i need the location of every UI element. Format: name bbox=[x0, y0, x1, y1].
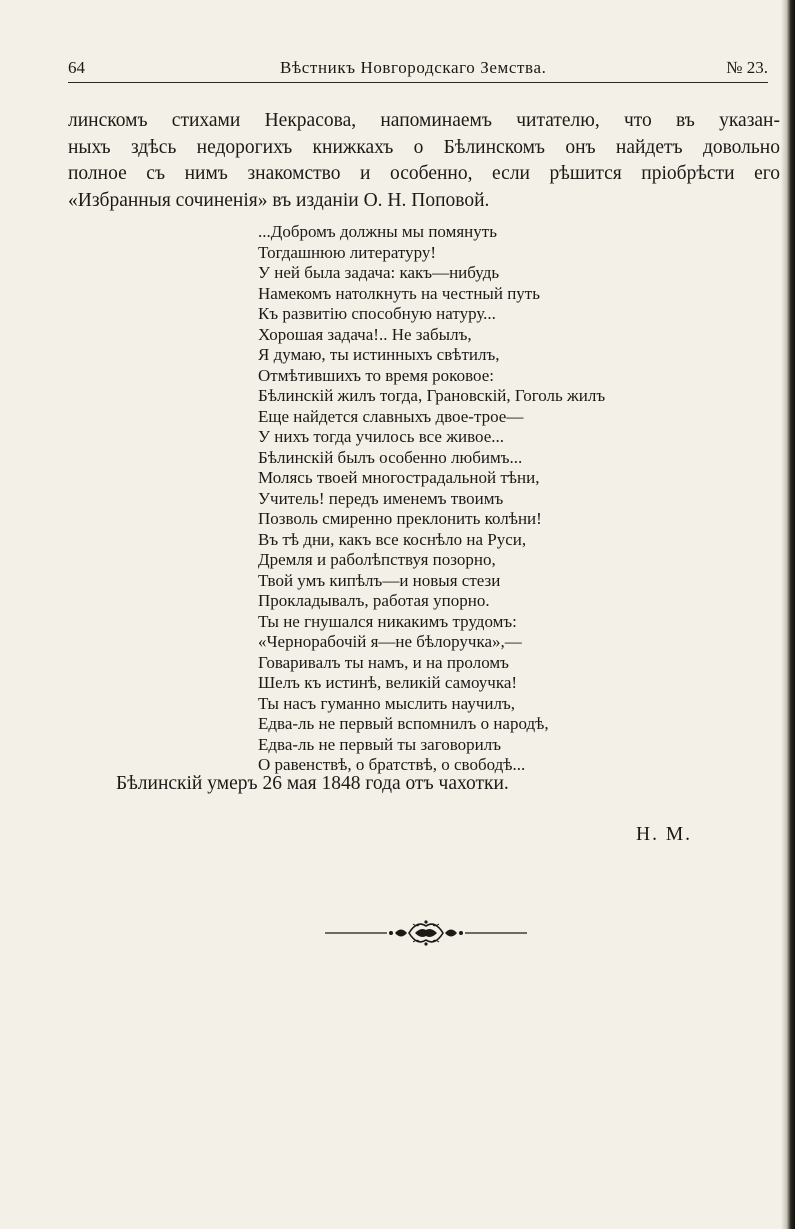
poem-line: ...Добромъ должны мы помянуть bbox=[258, 222, 497, 241]
poem-line: Хорошая задача!.. Не забылъ, bbox=[258, 324, 472, 344]
poem-line: Твой умъ кипѣлъ—и новыя стези bbox=[258, 570, 501, 590]
vignette-ornament-icon bbox=[325, 918, 527, 948]
poem-line: Въ тѣ дни, какъ все коснѣло на Руси, bbox=[258, 529, 527, 549]
poem-line: Говаривалъ ты намъ, и на проломъ bbox=[258, 652, 509, 672]
poem bbox=[258, 222, 605, 776]
poem-line: У ней была задача: какъ—нибудь bbox=[258, 263, 500, 282]
poem-line: Молясь твоей многострадальной тѣни, bbox=[258, 468, 540, 487]
poem-line: Ты не гнушался никакимъ трудомъ: bbox=[258, 611, 517, 631]
issue-number: № 23. bbox=[726, 58, 768, 77]
page-number: 64 bbox=[68, 58, 85, 77]
poem-line: Едва-ль не первый ты заговорилъ bbox=[258, 734, 502, 754]
poem-line: Едва-ль не первый вспомнилъ о народѣ, bbox=[258, 714, 549, 733]
poem-line: Къ развитію способную натуру... bbox=[258, 304, 496, 323]
page-binding-edge bbox=[781, 0, 795, 1229]
poem-line: Тогдашнюю литературу! bbox=[258, 242, 437, 262]
journal-title: Вѣстникъ Новгородскаго Земства. bbox=[280, 58, 547, 77]
poem-line: Намекомъ натолкнуть на честный путь bbox=[258, 283, 540, 303]
running-header bbox=[68, 58, 768, 82]
death-note: Бѣлинскій умеръ 26 мая 1848 года отъ чахотки. bbox=[116, 773, 509, 794]
poem-line: Шелъ къ истинѣ, великій самоучка! bbox=[258, 673, 518, 692]
prose-line: линскомъ стихами Некрасова, напоминаемъ читателю, что въ указан- bbox=[68, 110, 780, 131]
poem-line: Еще найдется славныхъ двое-трое— bbox=[258, 406, 524, 426]
poem-line: Бѣлинскій жилъ тогда, Грановскій, Гоголь жилъ bbox=[258, 386, 606, 405]
poem-line: Отмѣтившихъ то время роковое: bbox=[258, 365, 494, 385]
poem-line: Дремля и раболѣпствуя позорно, bbox=[258, 550, 496, 569]
intro-paragraph bbox=[68, 108, 780, 214]
poem-line: Бѣлинскій былъ особенно любимъ... bbox=[258, 447, 523, 467]
poem-line: Позволь смиренно преклонить колѣни! bbox=[258, 509, 542, 528]
poem-line: Ты насъ гуманно мыслить научилъ, bbox=[258, 693, 516, 713]
prose-line: полное съ нимъ знакомство и особенно, если рѣшится пріобрѣсти его bbox=[68, 163, 780, 184]
header-rule bbox=[68, 82, 768, 83]
poem-line: «Чернорабочій я—не бѣлоручка»,— bbox=[258, 632, 522, 651]
prose-line: «Избранныя сочиненія» въ изданіи О. Н. Поповой. bbox=[68, 189, 490, 211]
poem-line: У нихъ тогда училось все живое... bbox=[258, 427, 504, 446]
poem-line: О равенствѣ, о братствѣ, о свободѣ... bbox=[258, 755, 526, 774]
poem-line: Я думаю, ты истинныхъ свѣтилъ, bbox=[258, 345, 500, 364]
author-signature: Н. М. bbox=[636, 824, 693, 845]
prose-line: ныхъ здѣсь недорогихъ книжкахъ о Бѣлинскомъ онъ найдетъ довольно bbox=[68, 136, 780, 158]
poem-line: Прокладывалъ, работая упорно. bbox=[258, 591, 490, 610]
poem-line: Учитель! передъ именемъ твоимъ bbox=[258, 488, 504, 508]
